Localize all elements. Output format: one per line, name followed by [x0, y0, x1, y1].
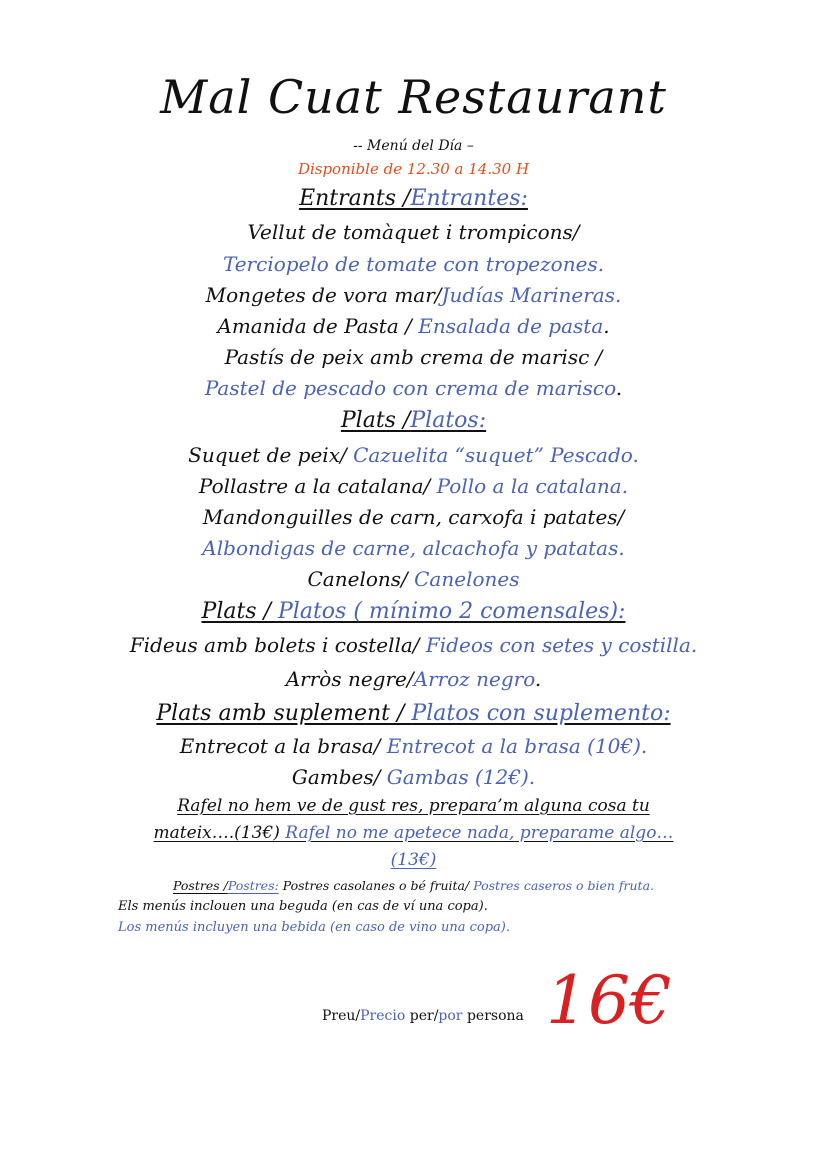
- menu-item: Entrecot a la brasa/ Entrecot a la brasa (10€).: [179, 734, 648, 758]
- menu-item: Pollastre a la catalana/ Pollo a la catalana.: [198, 474, 629, 498]
- menu-item: Terciopelo de tomate con tropezones.: [222, 252, 605, 276]
- menu-item: Gambes/ Gambas (12€).: [291, 765, 536, 789]
- menu-item-rafel: (13€): [390, 850, 437, 870]
- availability-hours: Disponible de 12.30 a 14.30 H: [297, 160, 530, 178]
- menu-item: Canelons/ Canelones: [307, 567, 520, 591]
- menu-item: Vellut de tomàquet i trompicons/: [247, 220, 580, 244]
- menu-subtitle: -- Menú del Día –: [353, 138, 474, 154]
- menu-item-rafel: mateix….(13€) Rafel no me apetece nada, preparame algo…: [153, 823, 674, 843]
- price-label: Preu/Precio per/por persona: [322, 1008, 524, 1024]
- drink-note-ca: Els menús inclouen una beguda (en cas de ví una copa).: [118, 899, 488, 914]
- restaurant-title: Mal Cuat Restaurant: [160, 70, 667, 124]
- section-heading-plats: Plats /Platos:: [340, 408, 487, 433]
- postres-line: Postres /Postres: Postres casolanes o bé fruita/ Postres caseros o bien fruta.: [173, 878, 654, 893]
- section-heading-plats-minimum: Plats / Platos ( mínimo 2 comensales):: [201, 599, 626, 624]
- menu-item: Amanida de Pasta / Ensalada de pasta.: [217, 314, 610, 338]
- menu-item: Arròs negre/Arroz negro.: [285, 667, 542, 691]
- menu-item: Mandonguilles de carn, carxofa i patates/: [202, 505, 625, 529]
- menu-item-rafel: Rafel no hem ve de gust res, prepara’m alguna cosa tu: [177, 796, 650, 816]
- price-amount: 16€: [546, 962, 672, 1039]
- menu-item: Mongetes de vora mar/Judías Marineras.: [205, 283, 622, 307]
- menu-item: Albondigas de carne, alcachofa y patatas.: [202, 536, 625, 560]
- section-heading-supplement: Plats amb suplement / Platos con suplemento:: [156, 701, 671, 726]
- menu-item: Pastel de pescado con crema de marisco.: [204, 376, 623, 400]
- drink-note-es: Los menús incluyen una bebida (en caso de vino una copa).: [118, 920, 510, 935]
- menu-item: Suquet de peix/ Cazuelita “suquet” Pescado.: [188, 443, 639, 467]
- menu-item: Pastís de peix amb crema de marisc /: [224, 345, 603, 369]
- section-heading-entrants: Entrants /Entrantes:: [299, 186, 528, 211]
- menu-item: Fideus amb bolets i costella/ Fideos con setes y costilla.: [129, 633, 698, 657]
